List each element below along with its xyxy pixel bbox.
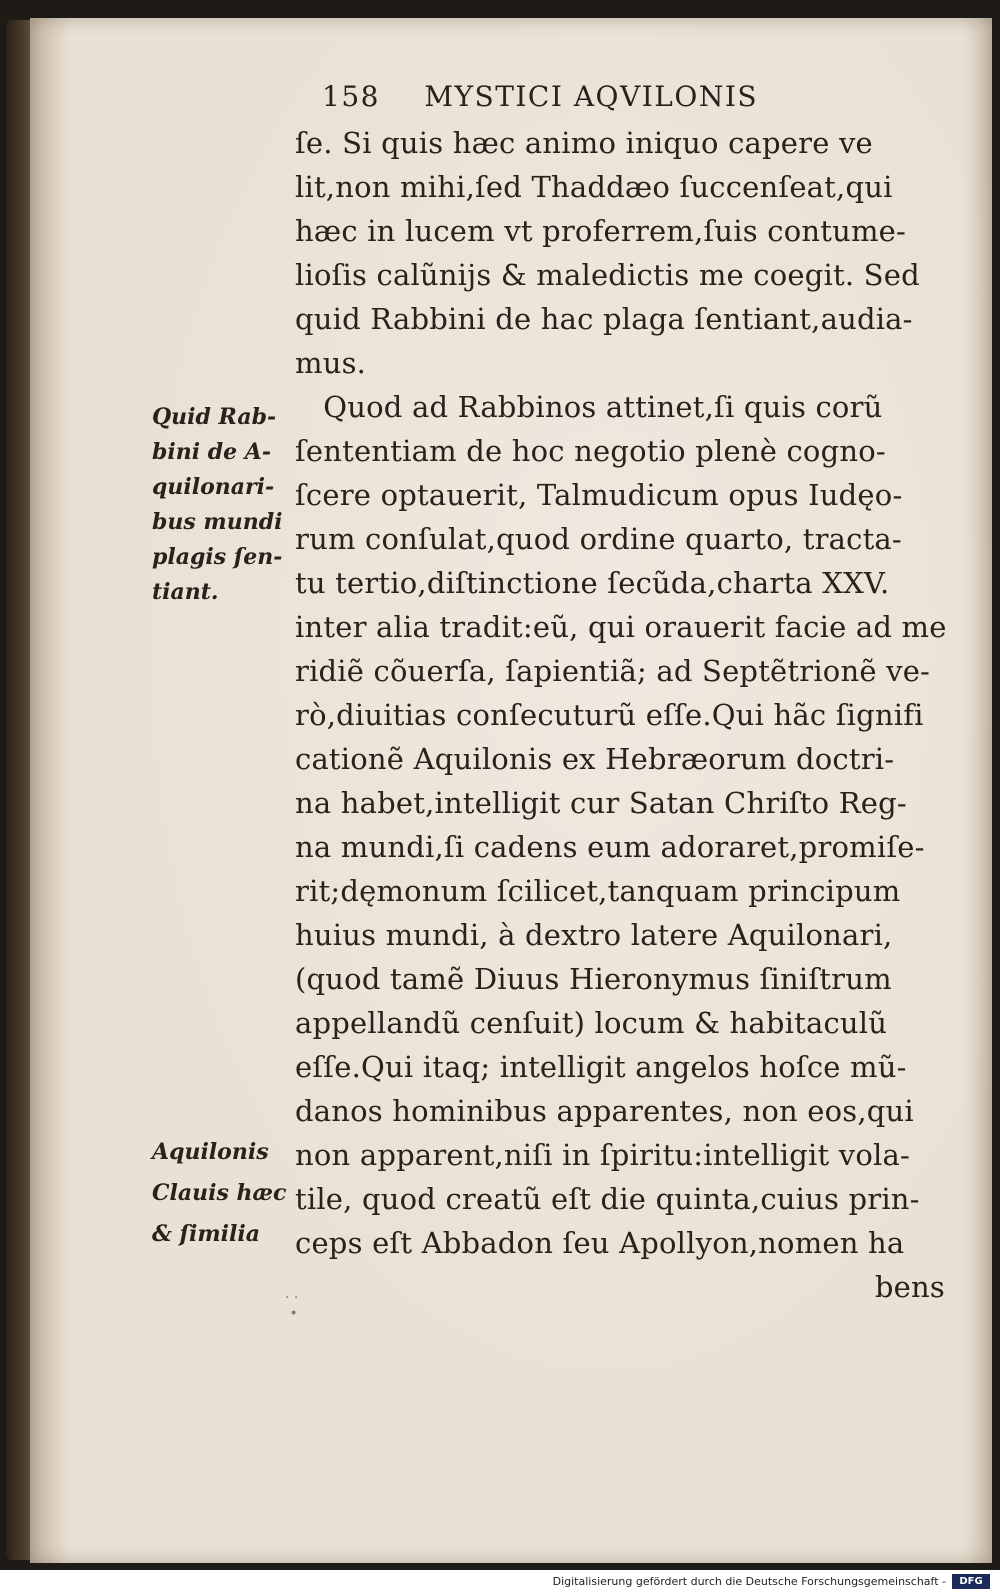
- running-title: MYSTICI AQVILONIS: [424, 80, 759, 113]
- text-line: ridiẽ cõuerſa, ſapientiã; ad Septẽtrionẽ ve-: [295, 654, 931, 688]
- ink-specks: · · •: [285, 1290, 299, 1322]
- text-line: tile, quod creatũ eſt die quinta,cuius prin-: [295, 1182, 920, 1216]
- marginal-line: plagis ſen-: [152, 544, 283, 570]
- catchword: bens: [874, 1270, 945, 1304]
- text-line: lioſis calũnijs & maledictis me coegit. Sed: [295, 258, 920, 292]
- dfg-logo: DFG: [952, 1574, 990, 1589]
- page-number: 158: [322, 80, 380, 113]
- text-line: rit;dęmonum ſcilicet,tanquam principum: [295, 874, 901, 908]
- text-line: na mundi,ſi cadens eum adoraret,promiſe-: [295, 830, 925, 864]
- text-line: ſententiam de hoc negotio plenè cogno-: [295, 434, 886, 468]
- text-line: tu tertio,diſtinctione ſecũda,charta XXV.: [295, 566, 890, 600]
- text-line: quid Rabbini de hac plaga ſentiant,audia-: [295, 302, 913, 336]
- marginal-line: Clauis hæc: [152, 1180, 287, 1206]
- text-line: huius mundi, à dextro latere Aquilonari,: [295, 918, 893, 952]
- text-line: eſſe.Qui itaq; intelligit angelos hoſce mũ-: [295, 1050, 907, 1084]
- text-line: na habet,intelligit cur Satan Chriſto Reg-: [295, 786, 907, 820]
- marginal-line: quilonari-: [152, 474, 275, 500]
- marginal-line: bus mundi: [152, 509, 283, 535]
- text-line: rum conſulat,quod ordine quarto, tracta-: [295, 522, 902, 556]
- text-line: inter alia tradit:eũ, qui orauerit facie ad me: [295, 610, 947, 644]
- text-line: non apparent,niſi in ſpiritu:intelligit vola-: [295, 1138, 910, 1172]
- text-line: (quod tamẽ Diuus Hieronymus ſiniſtrum: [295, 962, 892, 996]
- text-line: hæc in lucem vt proferrem,ſuis contume-: [295, 214, 907, 248]
- text-line: lit,non mihi,ſed Thaddæo ſuccenſeat,qui: [295, 170, 893, 204]
- marginal-line: Aquilonis: [152, 1139, 269, 1165]
- text-line: ſcere optauerit, Talmudicum opus Iudęo-: [295, 478, 903, 512]
- text-line: danos hominibus apparentes, non eos,qui: [295, 1094, 914, 1128]
- text-line: ceps eſt Abbadon ſeu Apollyon,nomen ha: [295, 1226, 905, 1260]
- marginal-line: & ſimilia: [152, 1221, 260, 1247]
- footer-bar: [0, 1570, 1000, 1595]
- funding-credit: Digitalisierung gefördert durch die Deutsche Forschungsgemeinschaft -: [552, 1575, 946, 1588]
- text-line: appellandũ cenſuit) locum & habitaculũ: [295, 1006, 888, 1040]
- marginal-line: Quid Rab-: [152, 404, 277, 430]
- marginal-line: bini de A-: [152, 439, 271, 465]
- marginal-line: tiant.: [152, 579, 219, 605]
- text-line: mus.: [295, 346, 367, 380]
- text-line: rò,diuitias conſecuturũ eſſe.Qui hãc ſignifi: [295, 698, 924, 732]
- running-head: [322, 80, 942, 113]
- text-line: Quod ad Rabbinos attinet,ſi quis corũ: [295, 390, 883, 424]
- text-line: cationẽ Aquilonis ex Hebræorum doctri-: [295, 742, 895, 776]
- text-line: ſe. Si quis hæc animo iniquo capere ve: [295, 126, 873, 160]
